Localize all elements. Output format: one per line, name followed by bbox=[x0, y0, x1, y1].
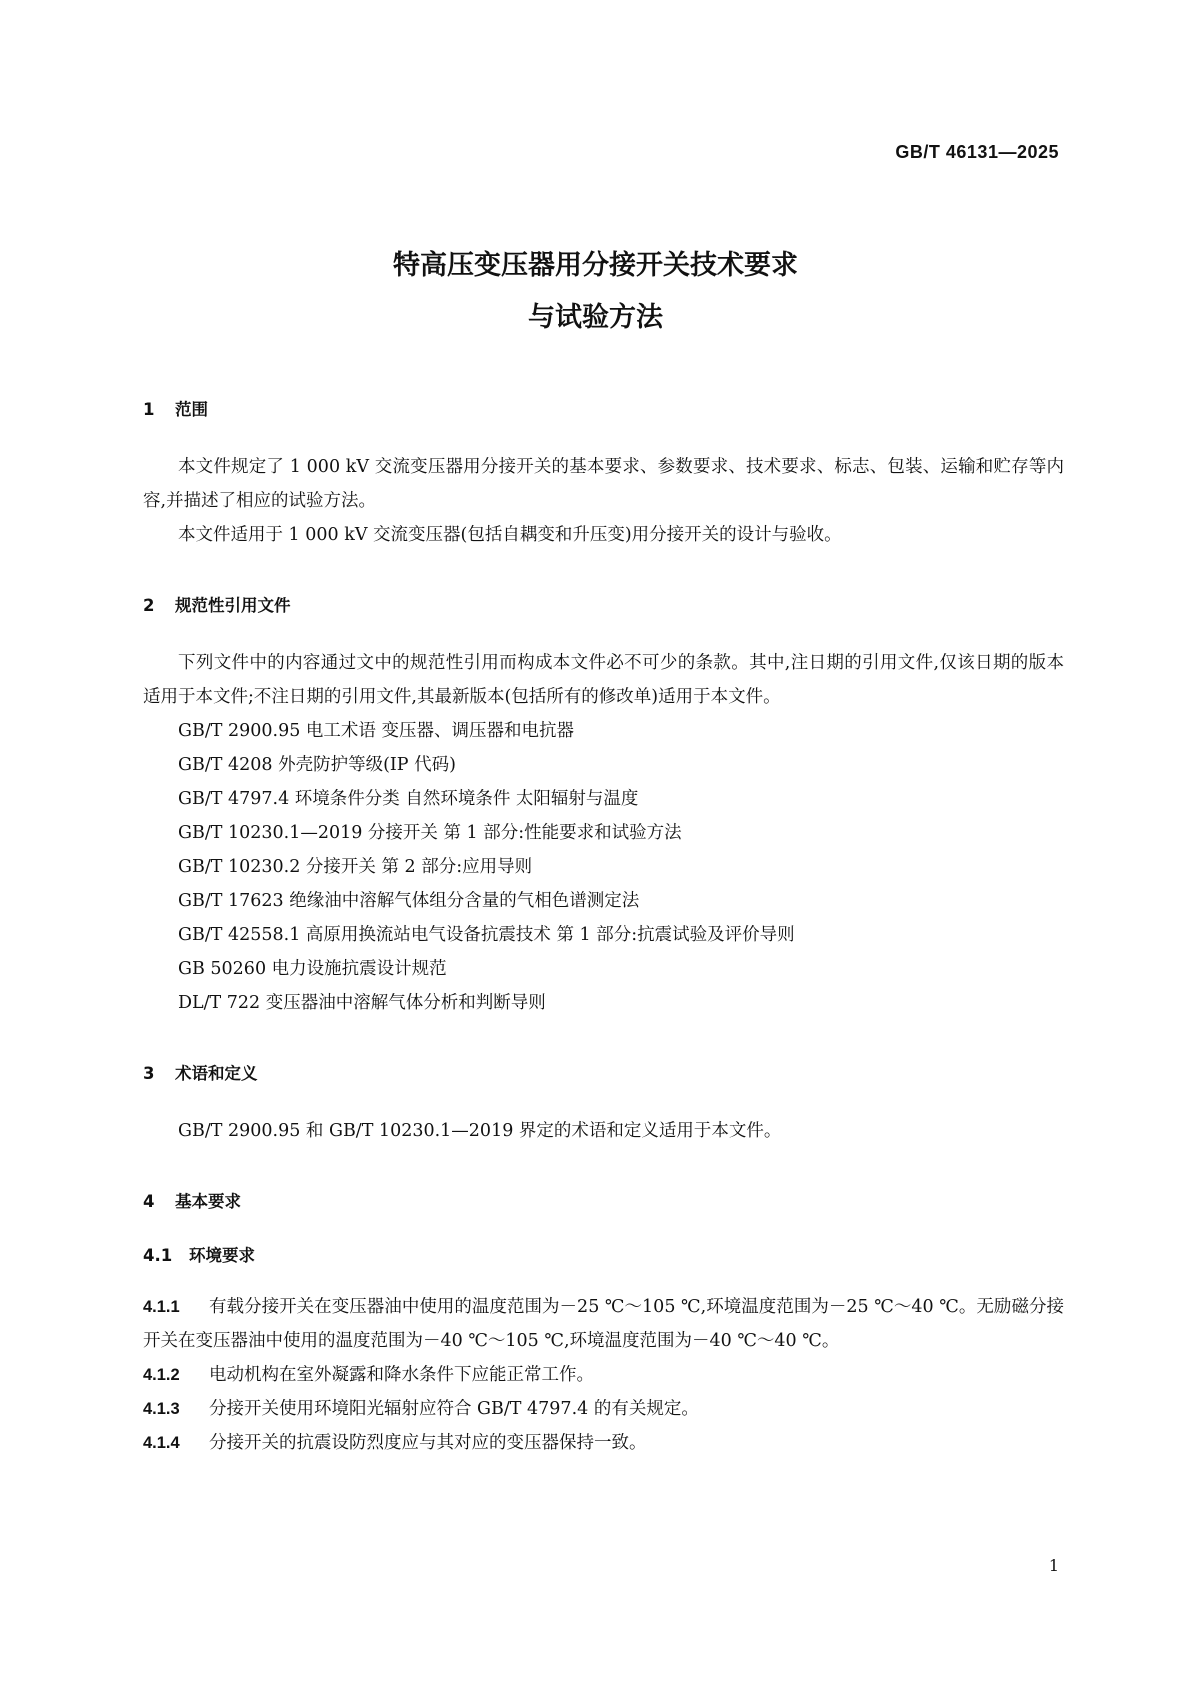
reference-item: GB/T 42558.1 高原用换流站电气设备抗震技术 第 1 部分:抗震试验及评价导则 bbox=[178, 925, 795, 945]
section-number: 2 bbox=[143, 596, 155, 615]
clause-text: 电动机构在室外凝露和降水条件下应能正常工作。 bbox=[209, 1365, 594, 1385]
reference-item: GB/T 4797.4 环境条件分类 自然环境条件 太阳辐射与温度 bbox=[178, 789, 639, 809]
page-number: 1 bbox=[1048, 1556, 1059, 1575]
section-number: 3 bbox=[143, 1064, 155, 1083]
standard-number: GB/T 46131—2025 bbox=[895, 142, 1059, 162]
reference-item: GB/T 10230.2 分接开关 第 2 部分:应用导则 bbox=[178, 857, 533, 877]
clause-4-1-4 bbox=[143, 1426, 1064, 1460]
scope-paragraph-1: 本文件规定了 1 000 kV 交流变压器用分接开关的基本要求、参数要求、技术要求、标志、包装、运输和贮存等内容,并描述了相应的试验方法。 bbox=[143, 457, 1064, 511]
reference-item: DL/T 722 变压器油中溶解气体分析和判断导则 bbox=[178, 993, 546, 1013]
section-4-heading bbox=[143, 1188, 1064, 1212]
title-line-1: 特高压变压器用分接开关技术要求 bbox=[393, 250, 798, 281]
section-title: 术语和定义 bbox=[175, 1064, 258, 1083]
clause-number: 4.1.3 bbox=[143, 1400, 180, 1418]
reference-item: GB/T 10230.1—2019 分接开关 第 1 部分:性能要求和试验方法 bbox=[178, 823, 682, 843]
clause-4-1-3 bbox=[143, 1392, 1064, 1426]
document-body bbox=[143, 396, 1064, 1460]
scope-paragraph-2: 本文件适用于 1 000 kV 交流变压器(包括自耦变和升压变)用分接开关的设计与验收。 bbox=[178, 525, 842, 545]
clause-text: 有载分接开关在变压器油中使用的温度范围为－25 ℃～105 ℃,环境温度范围为－25 ℃～40 ℃。无励磁分接开关在变压器油中使用的温度范围为－40 ℃～105 ℃,环境温度范围为－40 ℃～40 ℃。 bbox=[143, 1297, 1064, 1351]
section-2-heading bbox=[143, 592, 1064, 616]
clause-number: 4.1.2 bbox=[143, 1366, 180, 1384]
section-title: 基本要求 bbox=[175, 1192, 241, 1211]
clause-text: 分接开关使用环境阳光辐射应符合 GB/T 4797.4 的有关规定。 bbox=[209, 1399, 699, 1419]
reference-item: GB/T 2900.95 电工术语 变压器、调压器和电抗器 bbox=[178, 721, 574, 741]
reference-item: GB/T 17623 绝缘油中溶解气体组分含量的气相色谱测定法 bbox=[178, 891, 640, 911]
section-number: 4 bbox=[143, 1192, 155, 1211]
reference-item: GB 50260 电力设施抗震设计规范 bbox=[178, 959, 447, 979]
reference-item: GB/T 4208 外壳防护等级(IP 代码) bbox=[178, 755, 456, 775]
subsection-title: 环境要求 bbox=[189, 1246, 255, 1265]
section-title: 规范性引用文件 bbox=[175, 596, 291, 615]
clause-4-1-1 bbox=[143, 1290, 1064, 1358]
section-1-heading bbox=[143, 396, 1064, 420]
subsection-number: 4.1 bbox=[143, 1246, 173, 1265]
section-3-heading bbox=[143, 1060, 1064, 1084]
clause-number: 4.1.1 bbox=[143, 1298, 180, 1316]
section-title: 范围 bbox=[175, 400, 208, 419]
clause-text: 分接开关的抗震设防烈度应与其对应的变压器保持一致。 bbox=[209, 1433, 647, 1453]
subsection-4-1-heading bbox=[143, 1242, 1064, 1266]
document-title bbox=[0, 240, 1191, 344]
clause-4-1-2 bbox=[143, 1358, 1064, 1392]
clause-number: 4.1.4 bbox=[143, 1434, 180, 1452]
terms-paragraph: GB/T 2900.95 和 GB/T 10230.1—2019 界定的术语和定义适用于本文件。 bbox=[178, 1121, 782, 1141]
section-number: 1 bbox=[143, 400, 155, 419]
title-line-2: 与试验方法 bbox=[528, 302, 663, 333]
references-intro: 下列文件中的内容通过文中的规范性引用而构成本文件必不可少的条款。其中,注日期的引用文件,仅该日期的版本适用于本文件;不注日期的引用文件,其最新版本(包括所有的修改单)适用于本文件。 bbox=[143, 653, 1064, 707]
